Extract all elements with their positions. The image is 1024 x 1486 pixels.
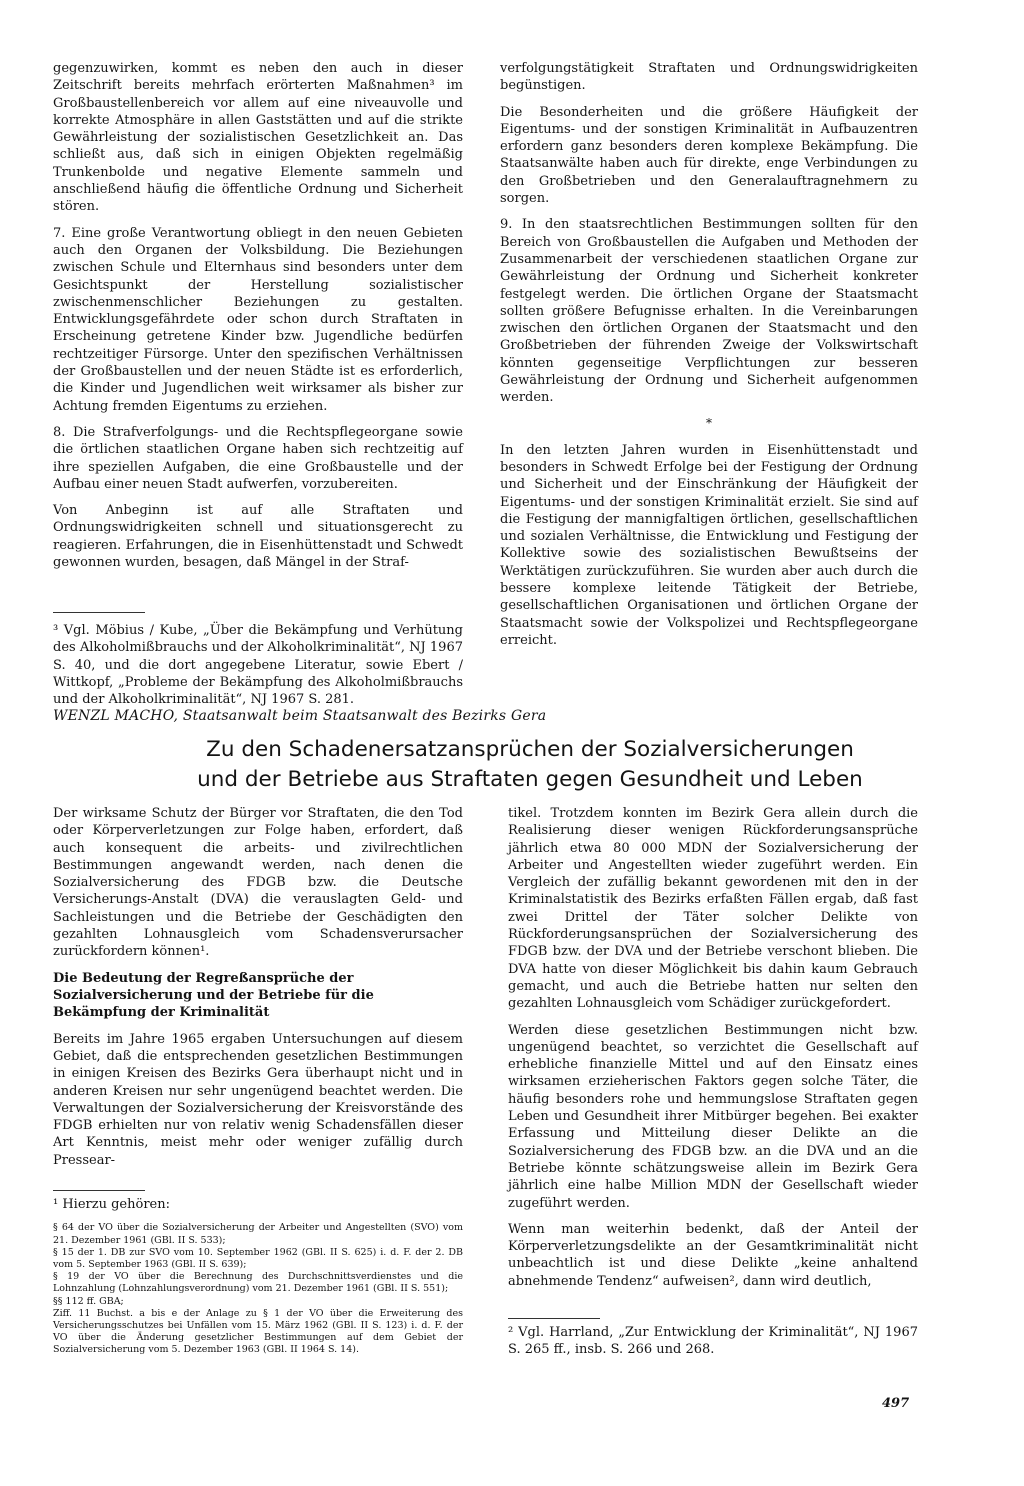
top-left-column	[53, 60, 463, 580]
footnote-3	[53, 622, 463, 717]
paragraph: In den letzten Jahren wurden in Eisenhüttenstadt und besonders in Schwedt Erfolge bei der Festigung der Ordnung und Sicherheit und der Einschränkung der Häufigkeit der Eigentums- und der sonstigen Kriminalität erzielt. Sie sind auf die Festigung der mannigfaltigen örtlichen, gesellschaftlichen und sozialen Verhältnisse, die Entwicklung und Festigung der Kollektive sowie des sozialistischen Bewußtseins der Werktätigen zurückzuführen. Sie wurden aber auch durch die bessere komplexe leitende Tätigkeit der Betriebe, gesellschaftlichen Organisationen und örtlichen Organe der Staatsmacht sowie der Volkspolizei und Rechtspflegeorgane erreicht.	[500, 442, 918, 648]
title-line-1: Zu den Schadenersatzansprüchen der Sozialversicherungen	[206, 737, 854, 762]
top-right-column	[500, 60, 918, 658]
paragraph: Bereits im Jahre 1965 ergaben Untersuchungen auf diesem Gebiet, daß die entsprechenden gesetzlichen Bestimmungen in einigen Kreisen des Bezirks Gera überhaupt nicht und in anderen Kreisen nur sehr ungenügend beachtet werden. Die Verwaltungen der Sozialversicherung der Kreisvorstände des FDGB erhielten nur von relativ wenig Schadensfällen dieser Art Kenntnis, meist mehr oder weniger zufällig durch Pressear-	[53, 1031, 463, 1168]
bottom-right-column	[508, 805, 918, 1299]
footnote-item: § 64 der VO über die Sozialversicherung der Arbeiter und Angestellten (SVO) vom 21. Dezember 1961 (GBl. II S. 533);	[53, 1222, 463, 1246]
page-number: 497	[882, 1396, 910, 1411]
paragraph: Wenn man weiterhin bedenkt, daß der Anteil der Körperverletzungsdelikte an der Gesamtkriminalität nicht unbeachtlich ist und diese Delikte „keine anhaltend abnehmende Tendenz“ aufweisen², dann wird deutlich,	[508, 1221, 918, 1289]
footnote-list	[53, 1222, 463, 1356]
paragraph: Die Besonderheiten und die größere Häufigkeit der Eigentums- und der sonstigen Kriminalität in Aufbauzentren erfordern ganz besonders deren komplexe Bekämpfung. Die Staatsanwälte haben auch für direkte, enge Verbindungen zu den Großbetrieben und den Generalauftragnehmern zu sorgen.	[500, 104, 918, 207]
footnote-1	[53, 1196, 463, 1357]
footnote-separator	[53, 612, 145, 613]
footnote-2	[508, 1324, 918, 1368]
paragraph-item-9: 9. In den staatsrechtlichen Bestimmungen sollten für den Bereich von Großbaustellen die Aufgaben und Methoden der Zusammenarbeit der verschiedenen staatlichen Organe zur Gewährleistung der Ordnung und Sicherheit konkreter festgelegt werden. Die örtlichen Organe der Staatsmacht sollten größere Befugnisse erhalten. In die Vereinbarungen zwischen den örtlichen Organen der Staatsmacht und den Großbetrieben der führenden Zweige der Volkswirtschaft könnten gegenseitige Verpflichtungen zur besseren Gewährleistung der Ordnung und Sicherheit aufgenommen werden.	[500, 217, 918, 406]
section-divider-star: *	[706, 415, 712, 430]
footnote-item: Ziff. 11 Buchst. a bis e der Anlage zu § 1 der VO über die Erweiterung des Versicherungsschutzes bei Unfällen vom 15. März 1962 (GBl. II S. 123) i. d. F. der VO über die Änderung gesetzlicher Bestimmungen auf dem Gebiet der Sozialversicherung vom 5. Dezember 1963 (GBl. II 1964 S. 14).	[53, 1307, 463, 1356]
footnote-text: ³ Vgl. Möbius / Kube, „Über die Bekämpfung und Verhütung des Alkoholmißbrauchs und der Alkoholkriminalität“, NJ 1967 S. 40, und die dort angegebene Literatur, sowie Ebert / Wittkopf, „Probleme der Bekämpfung des Alkoholmißbrauchs und der Alkoholkriminalität“, NJ 1967 S. 281.	[53, 623, 463, 708]
article-title	[130, 735, 930, 795]
bottom-left-column	[53, 805, 463, 1178]
footnote-text: ² Vgl. Harrland, „Zur Entwicklung der Kriminalität“, NJ 1967 S. 265 ff., insb. S. 266 und 268.	[508, 1325, 918, 1358]
section-heading: Die Bedeutung der Regreßansprüche der Sozialversicherung und der Betriebe für die Bekämpfung der Kriminalität	[53, 970, 374, 1020]
footnote-separator	[508, 1318, 600, 1319]
footnote-item: § 19 der VO über die Berechnung des Durchschnittsverdienstes und die Lohnzahlung (Lohnzahlungsverordnung) vom 21. Dezember 1961 (GBl. II S. 551);	[53, 1271, 463, 1295]
paragraph-item-7: 7. Eine große Verantwortung obliegt in den neuen Gebieten auch den Organen der Volksbildung. Die Beziehungen zwischen Schule und Elternhaus sind besonders unter dem Gesichtspunkt der Herstellung sozialistischer zwischenmenschlicher Beziehungen zu gestalten. Entwicklungsgefährdete oder schon durch Straftaten in Erscheinung getretene Kinder bzw. Jugendliche bedürfen rechtzeitiger Fürsorge. Unter den spezifischen Verhältnissen der Großbaustellen und der neuen Städte ist es erforderlich, die Kinder und Jugendlichen weit wirksamer als bisher zur Achtung fremden Eigentums zu erziehen.	[53, 225, 463, 414]
footnote-item: § 15 der 1. DB zur SVO vom 10. September 1962 (GBl. II S. 625) i. d. F. der 2. DB vom 5. September 1963 (GBl. II S. 639);	[53, 1246, 463, 1270]
title-line-2: und der Betriebe aus Straftaten gegen Gesundheit und Leben	[197, 767, 863, 792]
author-byline: WENZL MACHO, Staatsanwalt beim Staatsanwalt des Bezirks Gera	[53, 708, 547, 724]
paragraph: tikel. Trotzdem konnten im Bezirk Gera allein durch die Realisierung dieser wenigen Rückforderungsansprüche jährlich etwa 80 000 MDN der Sozialversicherung der Arbeiter und Angestellten wieder zugeführt werden. Ein Vergleich der zufällig bekannt gewordenen mit den in der Kriminalstatistik des Bezirks erfaßten Fällen ergab, daß fast zwei Drittel der Täter solcher Delikte von Rückforderungsansprüchen der Sozialversicherung des FDGB bzw. der DVA und der Betriebe verschont blieben. Die DVA hatte von dieser Möglichkeit bis dahin kaum Gebrauch gemacht, und auch die Betriebe hatten nur selten den gezahlten Lohnausgleich vom Schädiger zurückgefordert.	[508, 806, 918, 1012]
paragraph: Der wirksame Schutz der Bürger vor Straftaten, die den Tod oder Körperverletzungen zur Folge haben, erfordert, daß auch konsequent die arbeits- und zivilrechtlichen Bestimmungen angewandt werden, nach denen die Sozialversicherung des FDGB bzw. die Deutsche Versicherungs-Anstalt (DVA) die verauslagten Geld- und Sachleistungen und die Betriebe der Geschädigten den gezahlten Lohnausgleich vom Schadensverursacher zurückfordern können¹.	[53, 806, 463, 960]
paragraph: gegenzuwirken, kommt es neben den auch in dieser Zeitschrift bereits mehrfach erörterten Maßnahmen³ im Großbaustellenbereich vor allem auf eine niveauvolle und korrekte Atmosphäre in allen Gaststätten und auf die strikte Gewährleistung der sozialistischen Gesetzlichkeit an. Das schließt aus, daß sich in einigen Objekten regelmäßig Trunkenbolde und negative Elemente sammeln und anschließend häufig die öffentliche Ordnung und Sicherheit stören.	[53, 61, 463, 215]
footnote-separator	[53, 1190, 145, 1191]
paragraph: Von Anbeginn ist auf alle Straftaten und Ordnungswidrigkeiten schnell und situationsgerecht zu reagieren. Erfahrungen, die in Eisenhüttenstadt und Schwedt gewonnen wurden, besagen, daß Mängel in der Straf-	[53, 503, 463, 571]
footnote-intro: ¹ Hierzu gehören:	[53, 1197, 170, 1212]
paragraph-item-8: 8. Die Strafverfolgungs- und die Rechtspflegeorgane sowie die örtlichen staatlichen Organe haben sich rechtzeitig auf ihre speziellen Aufgaben, die eine Großbaustelle und der Aufbau einer neuen Stadt aufwerfen, vorzubereiten.	[53, 424, 463, 492]
paragraph: verfolgungstätigkeit Straftaten und Ordnungswidrigkeiten begünstigen.	[500, 61, 918, 94]
paragraph: Werden diese gesetzlichen Bestimmungen nicht bzw. ungenügend beachtet, so verzichtet die Gesellschaft auf erhebliche finanzielle Mittel und auf den Einsatz eines wirksamen erzieherischen Faktors gegen solche Täter, die häufig besonders rohe und hemmungslose Straftaten gegen Leben und Gesundheit ihrer Mitbürger begehen. Bei exakter Erfassung und Mitteilung dieser Delikte an die Sozialversicherung des FDGB bzw. an die DVA und an die Betriebe könnte schätzungsweise allein im Bezirk Gera jährlich eine halbe Million MDN der Gesellschaft wieder zugeführt werden.	[508, 1022, 918, 1211]
footnote-item: §§ 112 ff. GBA;	[53, 1295, 124, 1307]
